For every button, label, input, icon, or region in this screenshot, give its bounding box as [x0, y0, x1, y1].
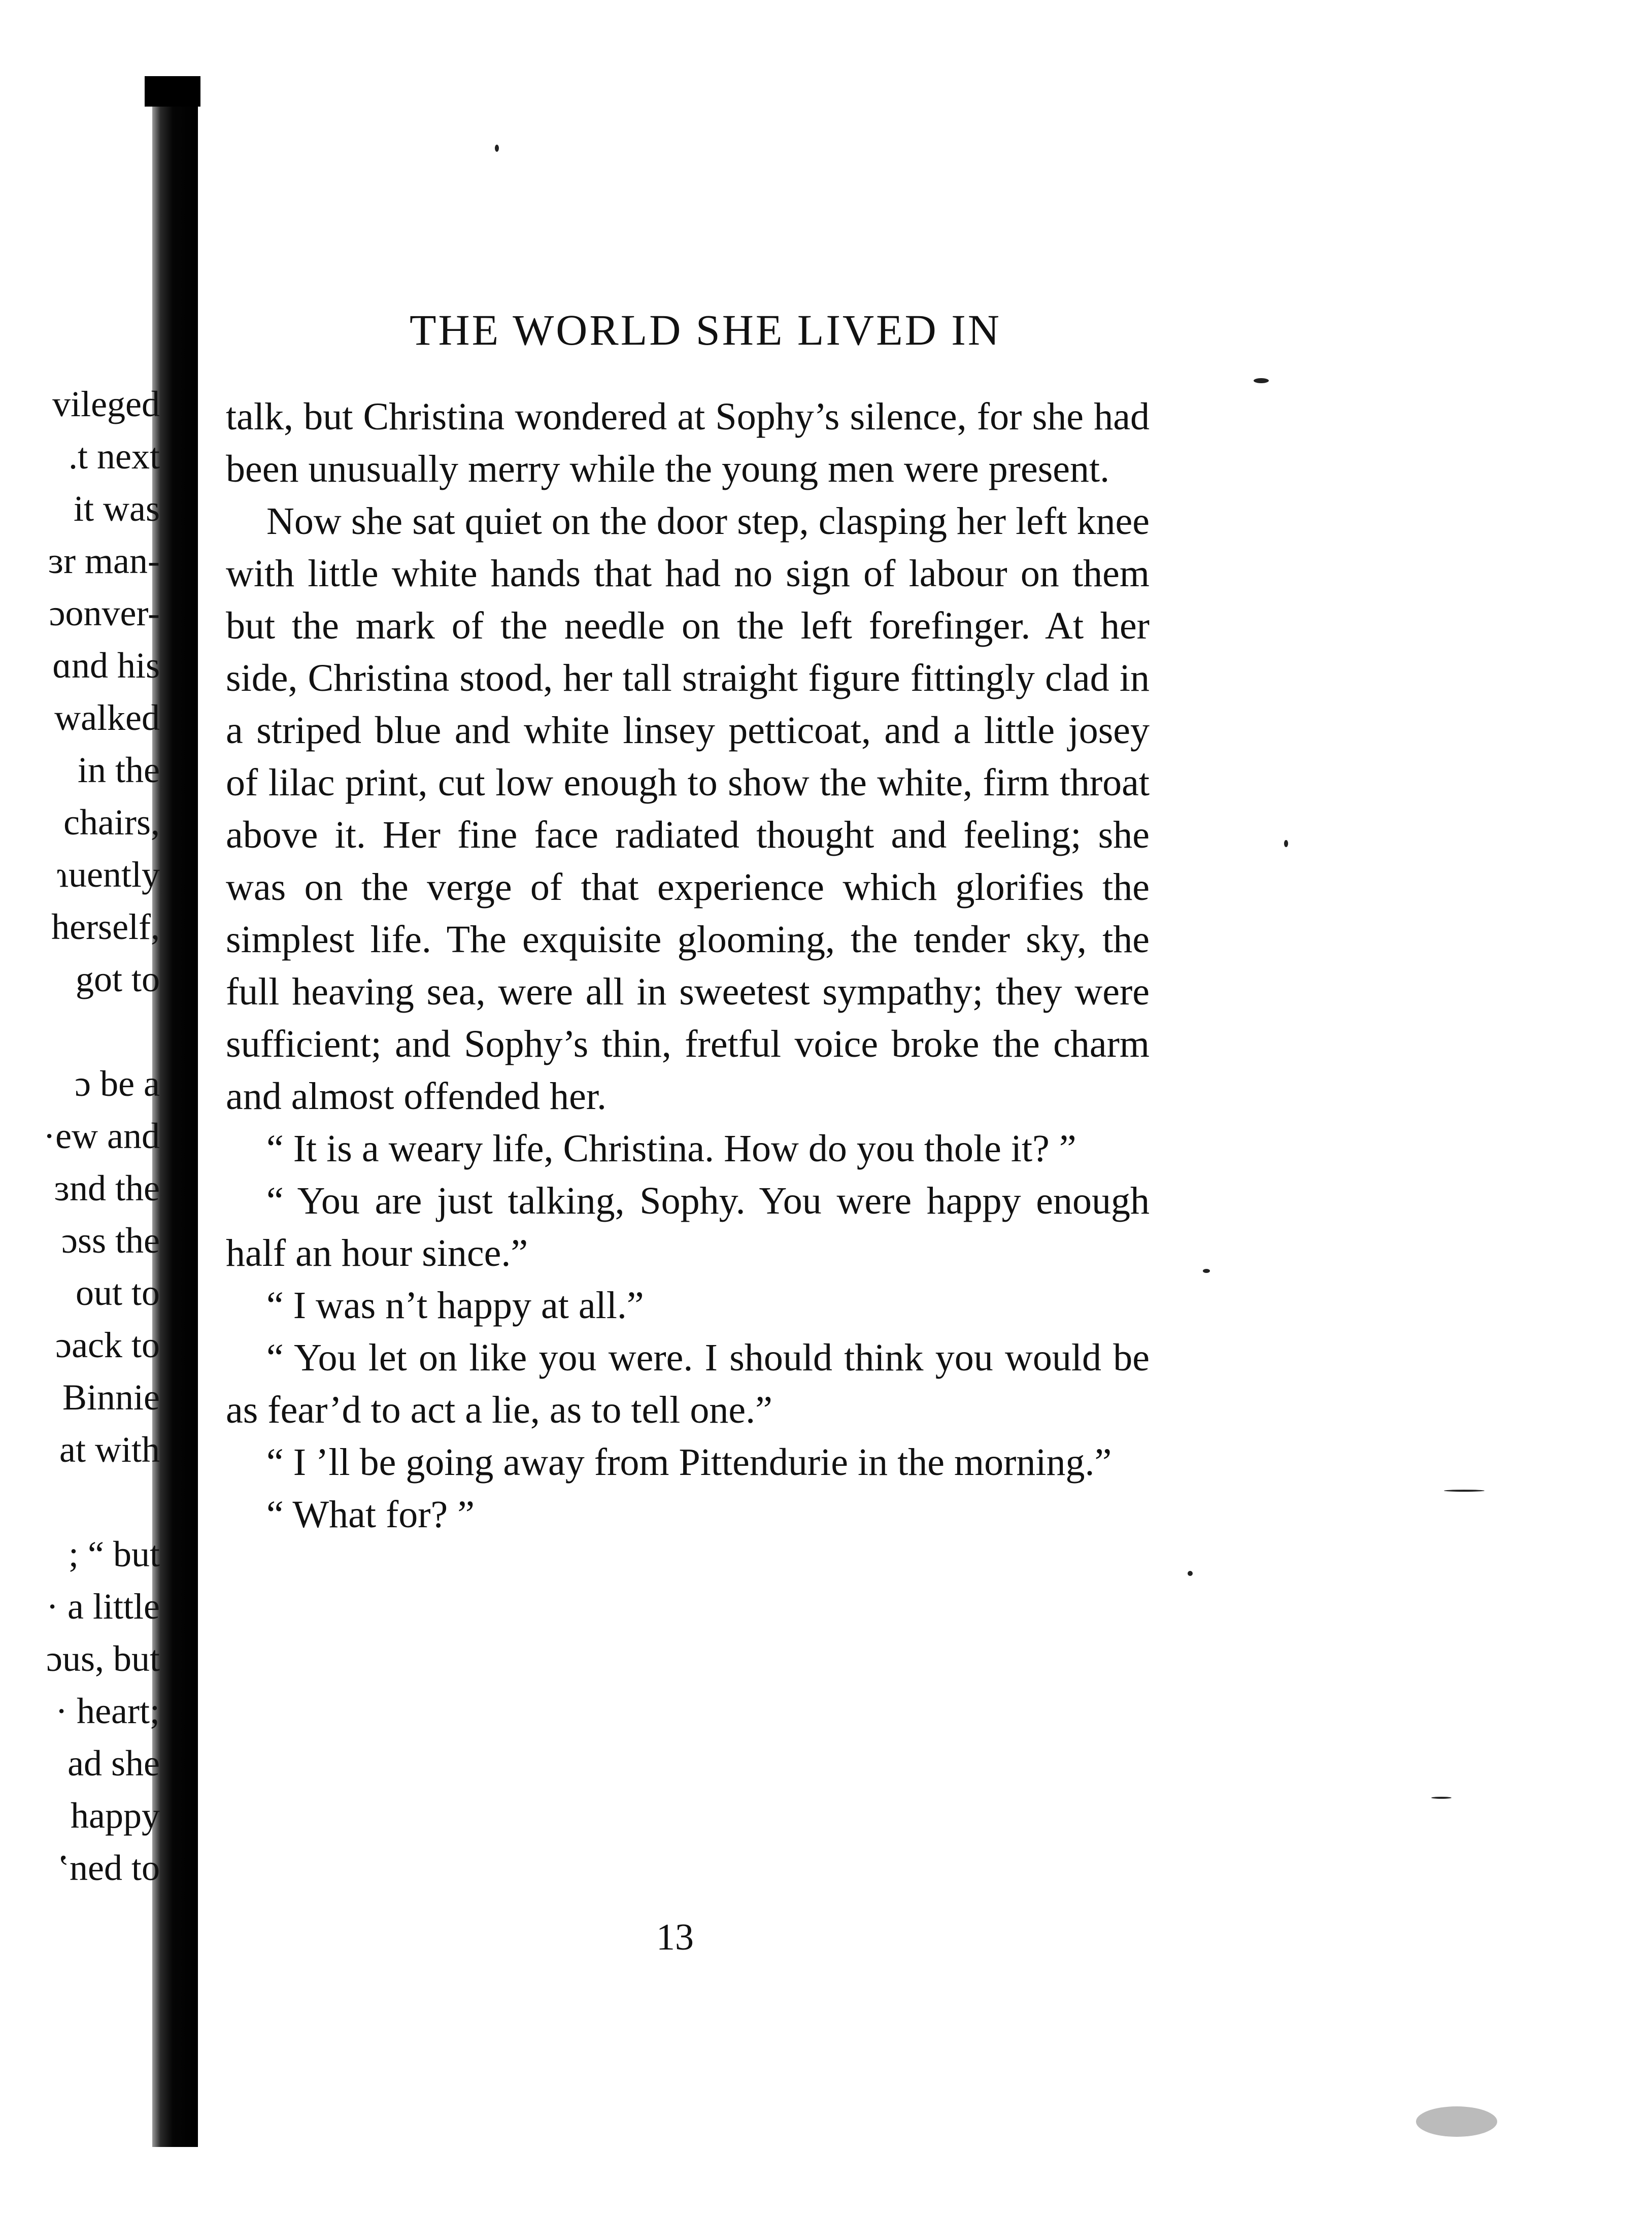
fragment-line: in the: [78, 750, 160, 790]
fragment-line: .t next: [69, 436, 160, 477]
fragment-line: ɜr man-: [48, 541, 160, 581]
fragment-line: ·ew and: [43, 1116, 160, 1156]
paragraph: “ It is a weary life, Christina. How do you thole it? ”: [266, 1127, 1076, 1170]
fragment-line: at with: [59, 1429, 160, 1470]
fragment-line: [0, 1005, 160, 1058]
running-head: THE WORLD SHE LIVED IN: [409, 306, 1002, 354]
paragraph: “ What for? ”: [266, 1493, 475, 1536]
fragment-line: ɜnd the: [54, 1168, 160, 1208]
fragment-line: it was: [74, 488, 160, 529]
gutter-shadow-top: [145, 76, 200, 107]
fragment-line: out to: [75, 1272, 160, 1313]
paragraph: “ You are just talking, Sophy. You were happy enough half an hour since.”: [226, 1180, 1150, 1274]
scan-speck: [1254, 378, 1269, 383]
fragment-line: · a little: [46, 1586, 160, 1627]
fragment-line: ɔonver-: [49, 593, 160, 633]
paragraph: “ I ’ll be going away from Pittendurie in the morning.”: [266, 1441, 1112, 1484]
scan-speck: [1444, 1490, 1485, 1492]
scan-speck: [1416, 2106, 1497, 2137]
fragment-line: · heart;: [55, 1691, 160, 1731]
paragraph: talk, but Christina wondered at Sophy’s silence, for she had been unusually merry while the young men were present.: [226, 395, 1150, 490]
fragment-line: walked: [54, 697, 160, 738]
fragment-line: ɔus, but: [46, 1638, 160, 1679]
fragment-line: ɔss the: [61, 1220, 160, 1261]
paragraph: “ You let on like you were. I should think you would be as fear’d to act a lie, as to tell one.”: [226, 1336, 1150, 1431]
scan-speck: [1203, 1269, 1210, 1273]
paragraph: Now she sat quiet on the door step, clasping her left knee with little white hands that had no sign of labour on them but the mark of the needle on the left forefinger. At her side, Christina stood, her tall straight figure fittingly clad in a striped blue and white linsey petticoat, and a little josey of lilac print, cut low enough to show the white, firm throat above it. Her fine face radiated thought and feeling; she was on the verge of that experience which glorifies the simplest life. The exquisite glooming, the tender sky, the full heaving sea, were all in sweetest sympathy; they were sufficient; and Sophy’s thin, fretful voice broke the charm and almost offended her.: [226, 500, 1150, 1118]
fragment-line: herself,: [51, 906, 160, 947]
fragment-line: ; “ but: [69, 1534, 160, 1574]
scan-speck: [1431, 1797, 1452, 1799]
fragment-line: ʽned to: [57, 1848, 160, 1888]
fragment-line: [0, 1476, 160, 1528]
fragment-line: ɑnd his: [52, 645, 160, 686]
paragraph: “ I was n’t happy at all.”: [266, 1284, 644, 1327]
fragment-line: chairs,: [63, 802, 160, 843]
fragment-line: got to: [75, 959, 160, 999]
previous-page-fragment: [0, 378, 160, 1894]
page-number: 13: [656, 1917, 694, 1958]
scan-speck: [1284, 840, 1288, 847]
fragment-line: ad she: [68, 1743, 160, 1784]
scan-speck: [1188, 1571, 1193, 1576]
fragment-line: vileged: [52, 384, 160, 424]
fragment-line: Binnie: [62, 1377, 160, 1418]
fragment-line: ɿuently: [56, 854, 160, 895]
fragment-line: ɔ be a: [75, 1063, 160, 1104]
scan-speck: [495, 145, 499, 152]
fragment-line: ɔack to: [55, 1325, 160, 1365]
body-text: [226, 391, 1150, 1541]
fragment-line: happy: [71, 1795, 160, 1836]
